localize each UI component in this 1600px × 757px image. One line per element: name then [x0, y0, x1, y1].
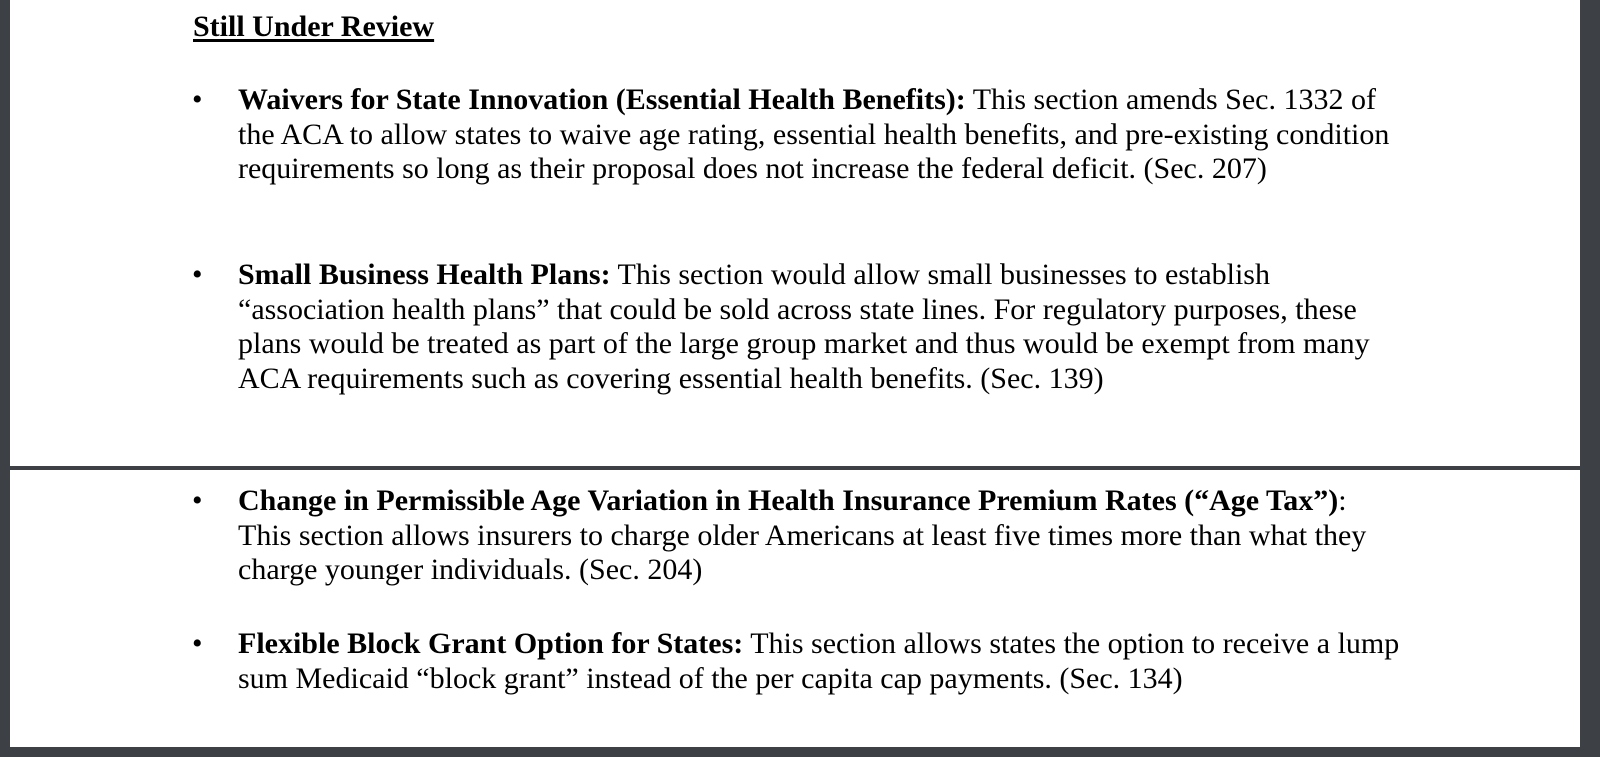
list-item-text [238, 83, 1402, 187]
list-item [192, 484, 1402, 588]
list-item [192, 258, 1402, 396]
list-item-term: Small Business Health Plans: [238, 258, 611, 291]
list-item-term: Change in Permissible Age Variation in Health Insurance Premium Rates (“Age Tax”) [238, 484, 1339, 517]
document-page-2 [10, 470, 1580, 747]
list-item-term: Waivers for State Innovation (Essential Health Benefits): [238, 83, 966, 116]
list-item-body: This section allows states the option to receive a lump sum Medicaid “block grant” instead of the per capita cap payments. (Sec. 134) [238, 627, 1400, 695]
section-heading: Still Under Review [193, 10, 435, 43]
bullet-icon: • [192, 484, 203, 517]
bullet-icon: • [192, 258, 203, 291]
list-item-text [238, 258, 1402, 396]
bullet-icon: • [192, 627, 203, 660]
list-item [192, 83, 1402, 187]
document-page-1 [10, 0, 1580, 466]
list-item-term: Flexible Block Grant Option for States: [238, 627, 744, 660]
list-item-body: : This section allows insurers to charge older Americans at least five times more than what they charge younger individuals. (Sec. 204) [238, 484, 1367, 586]
list-item-body: This section would allow small businesses to establish “association health plans” that could be sold across state lines. For regulatory purposes, these plans would be treated as part of the large group market and thus would be exempt from many ACA requirements such as covering essential health benefits. (Sec. 139) [238, 258, 1370, 395]
list-item [192, 627, 1402, 696]
list-item-text [238, 627, 1402, 696]
bullet-icon: • [192, 83, 203, 116]
list-item-body: This section amends Sec. 1332 of the ACA to allow states to waive age rating, essential health benefits, and pre-existing condition requirements so long as their proposal does not increase the federal deficit. (Sec. 207) [238, 83, 1390, 185]
list-item-text [238, 484, 1402, 588]
